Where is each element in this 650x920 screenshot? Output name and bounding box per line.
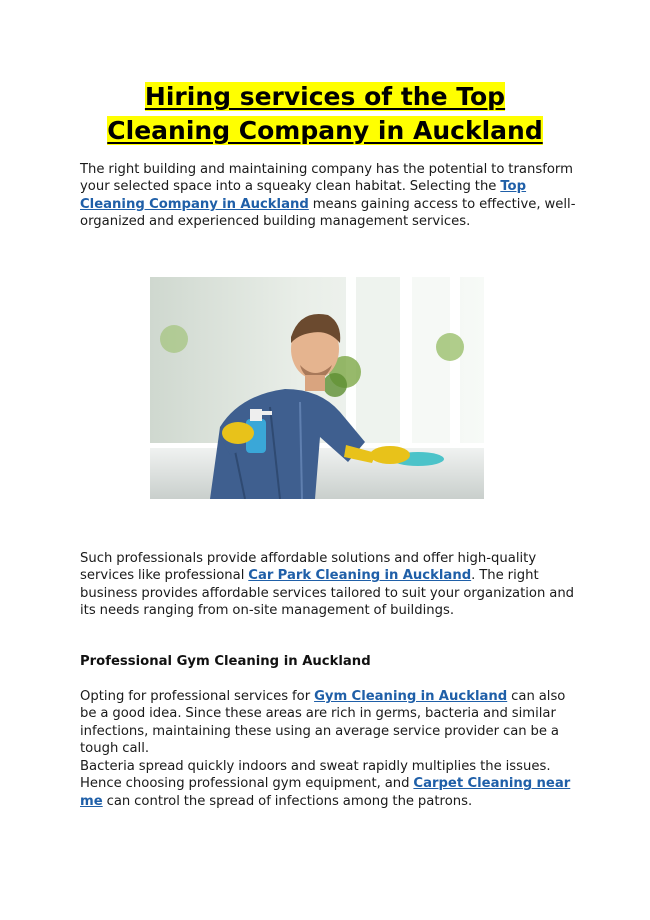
man-cleaning-window-image — [150, 277, 484, 499]
bacteria-text-after-link: can control the spread of infections among the patrons. — [102, 793, 473, 809]
intro-paragraph — [80, 161, 580, 231]
intro-text-after-link: means gaining access to effective, well-organized and experienced building management services. — [80, 196, 576, 230]
services-paragraph — [80, 550, 580, 620]
gym-cleaning-link[interactable]: Gym Cleaning in Auckland — [314, 689, 508, 704]
gym-paragraph — [80, 688, 580, 758]
intro-text-before-link: The right building and maintaining company has the potential to transform your selected space into a squeaky clean habitat. Selecting the — [80, 162, 573, 195]
cleaning-photo — [150, 277, 484, 499]
top-cleaning-company-link[interactable]: Top Cleaning Company in Auckland — [80, 179, 527, 212]
title-line-2: Cleaning Company in Auckland — [107, 116, 543, 145]
services-text-before-link: Such professionals provide affordable solutions and offer high-quality services like professional — [80, 551, 537, 584]
gym-text-before-link: Opting for professional services for — [80, 689, 315, 704]
bacteria-text-before-link: Bacteria spread quickly indoors and sweat rapidly multiplies the issues. Hence choosing professional gym equipment, and — [80, 759, 551, 792]
title-line-1: Hiring services of the Top — [144, 82, 506, 111]
bacteria-paragraph — [80, 758, 580, 810]
page-title — [40, 80, 610, 148]
services-text-after-link: . The right business provides affordable services tailored to suit your organization and its needs ranging from on-site management of buildings. — [80, 568, 575, 619]
section-heading: Professional Gym Cleaning in Auckland — [80, 654, 371, 669]
car-park-cleaning-link[interactable]: Car Park Cleaning in Auckland — [248, 568, 472, 584]
gym-text-after-link: can also be a good idea. Since these areas are rich in germs, bacteria and similar infections, maintaining these using an average service provider can be a tough call. — [80, 689, 566, 757]
carpet-cleaning-link[interactable]: Carpet Cleaning near me — [80, 776, 571, 809]
